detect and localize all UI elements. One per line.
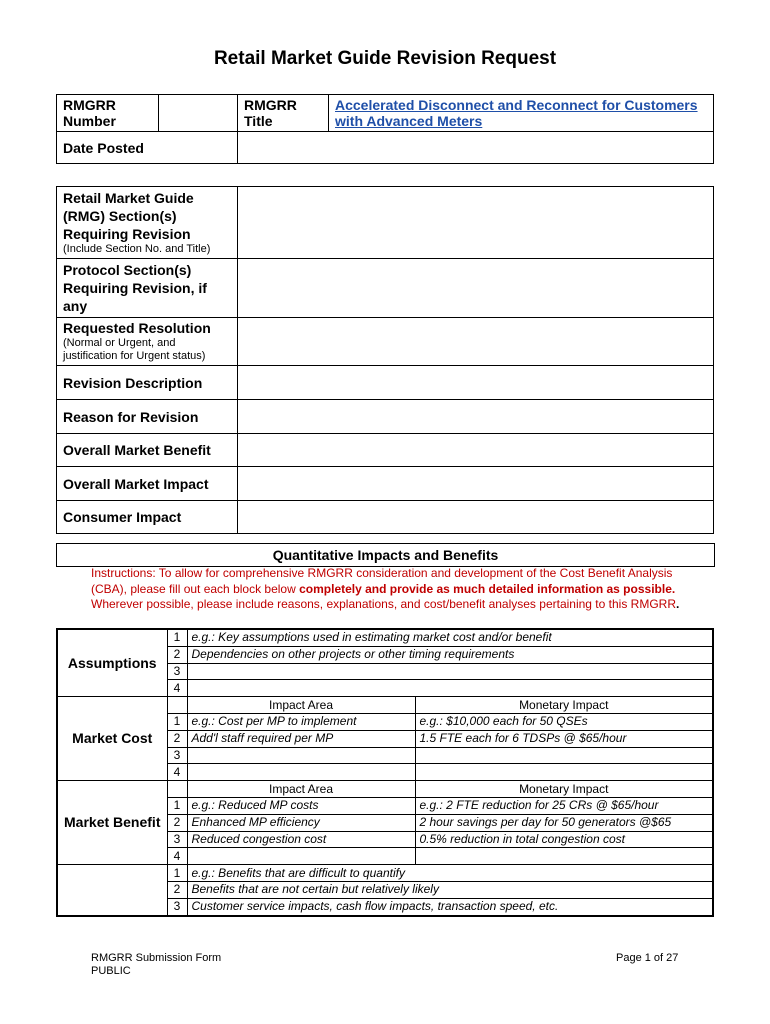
overall-market-impact-label: Overall Market Impact — [57, 467, 238, 501]
details-table — [56, 186, 714, 534]
row-number: 1 — [167, 713, 187, 730]
row-number: 1 — [167, 865, 187, 882]
market-benefit-label: Market Benefit — [57, 781, 167, 865]
market-cost-money-4[interactable] — [415, 764, 713, 781]
row-number: 4 — [167, 680, 187, 697]
row-number: 4 — [167, 848, 187, 865]
market-cost-area-1[interactable]: e.g.: Cost per MP to implement — [187, 713, 415, 730]
footer-classification: PUBLIC — [91, 965, 131, 977]
assumptions-label: Assumptions — [57, 629, 167, 697]
rmg-sections-cell — [57, 187, 238, 259]
reason-for-revision-label: Reason for Revision — [57, 400, 238, 434]
market-cost-money-2[interactable]: 1.5 FTE each for 6 TDSPs @ $65/hour — [415, 730, 713, 747]
rmgrr-number-label: RMGRR Number — [57, 95, 159, 132]
row-number: 3 — [167, 663, 187, 680]
rmg-sections-note: (Include Section No. and Title) — [63, 243, 211, 255]
other-benefit-3[interactable]: Customer service impacts, cash flow impacts, transaction speed, etc. — [187, 898, 713, 915]
table-row — [57, 781, 713, 798]
revision-description-label: Revision Description — [57, 366, 238, 400]
quantitative-heading: Quantitative Impacts and Benefits — [56, 543, 715, 567]
market-cost-money-3[interactable] — [415, 747, 713, 764]
row-number: 3 — [167, 831, 187, 848]
overall-market-impact-field[interactable] — [238, 467, 714, 501]
date-posted-field[interactable] — [238, 132, 714, 164]
blank-number-cell — [167, 697, 187, 714]
row-number: 2 — [167, 646, 187, 663]
instructions — [91, 566, 691, 613]
rmg-sections-field[interactable] — [238, 187, 714, 259]
consumer-impact-field[interactable] — [238, 501, 714, 534]
row-number: 2 — [167, 881, 187, 898]
row-number: 2 — [167, 814, 187, 831]
assumption-2[interactable]: Dependencies on other projects or other timing requirements — [187, 646, 713, 663]
other-benefit-2[interactable]: Benefits that are not certain but relatively likely — [187, 881, 713, 898]
assumption-1[interactable]: e.g.: Key assumptions used in estimating market cost and/or benefit — [187, 629, 713, 646]
footer-form-name: RMGRR Submission Form — [91, 952, 222, 964]
market-cost-area-4[interactable] — [187, 764, 415, 781]
market-benefit-money-1[interactable]: e.g.: 2 FTE reduction for 25 CRs @ $65/hour — [415, 797, 713, 814]
market-cost-area-2[interactable]: Add'l staff required per MP — [187, 730, 415, 747]
row-number: 3 — [167, 898, 187, 915]
revision-description-field[interactable] — [238, 366, 714, 400]
other-benefits-label — [57, 865, 167, 916]
market-benefit-money-2[interactable]: 2 hour savings per day for 50 generators @$65 — [415, 814, 713, 831]
market-benefit-money-4[interactable] — [415, 848, 713, 865]
row-number: 1 — [167, 629, 187, 646]
rmgrr-title-label: RMGRR Title — [238, 95, 329, 132]
reason-for-revision-field[interactable] — [238, 400, 714, 434]
page-title: Retail Market Guide Revision Request — [213, 48, 557, 69]
market-benefit-col-money: Monetary Impact — [415, 781, 713, 798]
footer-page-number: Page 1 of 27 — [616, 952, 679, 964]
market-cost-label: Market Cost — [57, 697, 167, 781]
assumption-3[interactable] — [187, 663, 713, 680]
consumer-impact-label: Consumer Impact — [57, 501, 238, 534]
requested-resolution-note: (Normal or Urgent, and justification for Urgent status) — [63, 337, 206, 362]
market-cost-col-money: Monetary Impact — [415, 697, 713, 714]
table-row — [57, 865, 713, 882]
overall-market-benefit-label: Overall Market Benefit — [57, 434, 238, 467]
quantitative-table — [56, 628, 714, 917]
blank-number-cell — [167, 781, 187, 798]
instructions-emphasis: completely and provide as much detailed information as possible. — [299, 581, 676, 596]
market-benefit-area-1[interactable]: e.g.: Reduced MP costs — [187, 797, 415, 814]
other-benefit-1[interactable]: e.g.: Benefits that are difficult to quantify — [187, 865, 713, 882]
row-number: 4 — [167, 764, 187, 781]
market-cost-area-3[interactable] — [187, 747, 415, 764]
rmgrr-title-link[interactable]: Accelerated Disconnect and Reconnect for Customers with Advanced Meters — [335, 97, 698, 129]
market-benefit-area-2[interactable]: Enhanced MP efficiency — [187, 814, 415, 831]
table-row — [57, 629, 713, 646]
protocol-sections-label: Protocol Section(s) Requiring Revision, if any — [57, 259, 238, 318]
footer-left — [91, 952, 221, 978]
row-number: 1 — [167, 797, 187, 814]
requested-resolution-cell — [57, 318, 238, 366]
market-cost-col-area: Impact Area — [187, 697, 415, 714]
header-table — [56, 94, 714, 164]
row-number: 2 — [167, 730, 187, 747]
overall-market-benefit-field[interactable] — [238, 434, 714, 467]
date-posted-label: Date Posted — [57, 132, 238, 164]
instructions-part-2: Wherever possible, please include reasons, explanations, and cost/benefit analyses pertaining to this RMGRR — [91, 597, 676, 611]
market-benefit-col-area: Impact Area — [187, 781, 415, 798]
rmg-sections-label: Retail Market Guide (RMG) Section(s) Requiring Revision — [63, 190, 194, 242]
market-benefit-money-3[interactable]: 0.5% reduction in total congestion cost — [415, 831, 713, 848]
protocol-sections-field[interactable] — [238, 259, 714, 318]
market-cost-money-1[interactable]: e.g.: $10,000 each for 50 QSEs — [415, 713, 713, 730]
rmgrr-number-field[interactable] — [159, 95, 238, 132]
row-number: 3 — [167, 747, 187, 764]
instructions-part-1: Instructions: To allow for comprehensive RMGRR consideration and development of the Cost Benefit Analysis (CBA), please fill out each block below — [91, 566, 673, 596]
requested-resolution-field[interactable] — [238, 318, 714, 366]
market-benefit-area-4[interactable] — [187, 848, 415, 865]
table-row — [57, 697, 713, 714]
market-benefit-area-3[interactable]: Reduced congestion cost — [187, 831, 415, 848]
requested-resolution-label: Requested Resolution — [63, 320, 211, 336]
rmgrr-title-field[interactable] — [329, 95, 714, 132]
instructions-period: . — [675, 597, 680, 611]
assumption-4[interactable] — [187, 680, 713, 697]
